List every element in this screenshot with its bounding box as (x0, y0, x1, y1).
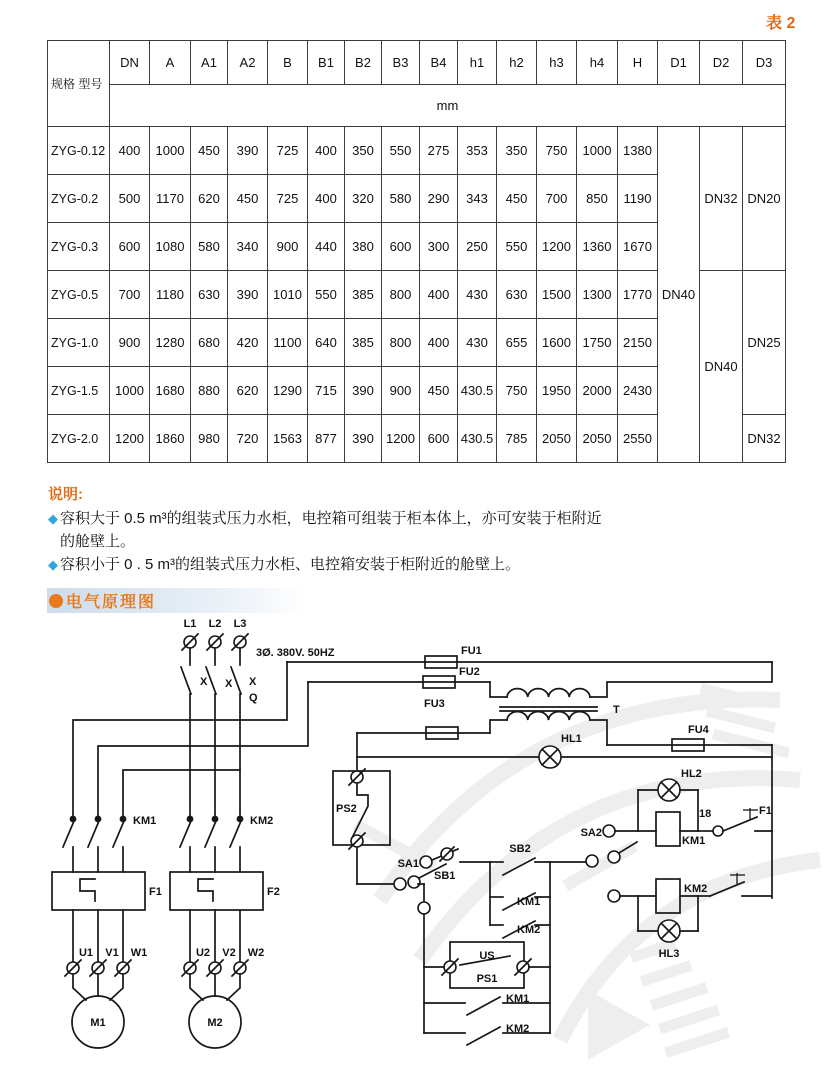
table-cell: 1000 (150, 127, 191, 175)
table-cell: 2430 (618, 367, 658, 415)
table-cell: 390 (228, 271, 268, 319)
diamond-bullet-icon: ◆ (48, 557, 58, 572)
table-cell-d3-merged: DN25 (743, 271, 786, 415)
label-l2: L2 (208, 618, 222, 630)
column-header: A (150, 41, 191, 85)
notes-section (48, 483, 798, 576)
table-cell: 385 (345, 271, 382, 319)
model-cell: ZYG-0.2 (48, 175, 110, 223)
note-line: 的舱壁上。 (60, 533, 136, 550)
label-w2: W2 (247, 947, 265, 959)
table-cell: 550 (382, 127, 420, 175)
model-cell: ZYG-0.12 (48, 127, 110, 175)
note-line: 容积大于 0.5 m³的组装式压力水柜，电控箱可组装于柜本体上，亦可安装于柜附近 (60, 510, 602, 527)
model-cell: ZYG-1.0 (48, 319, 110, 367)
label-m2: M2 (207, 1017, 223, 1029)
label-w1: W1 (130, 947, 148, 959)
table-caption: 表 2 (766, 15, 796, 32)
label-l1: L1 (183, 618, 197, 630)
table-cell: 600 (110, 223, 150, 271)
label-v2: V2 (222, 947, 236, 959)
table-cell: 630 (191, 271, 228, 319)
table-cell: 725 (268, 127, 308, 175)
table-cell: 250 (458, 223, 497, 271)
fuse-fu1 (287, 645, 772, 668)
circuit-diagram (0, 607, 830, 1067)
column-header: H (618, 41, 658, 85)
column-header: h4 (577, 41, 618, 85)
table-cell: 900 (382, 367, 420, 415)
label-km2-aux2: KM2 (506, 1023, 530, 1035)
table-cell: 550 (308, 271, 345, 319)
label-km2-main: KM2 (250, 815, 274, 827)
table-cell: 1860 (150, 415, 191, 463)
table-cell: 430.5 (458, 415, 497, 463)
column-header: B4 (420, 41, 458, 85)
model-cell: ZYG-2.0 (48, 415, 110, 463)
label-ps2: PS2 (336, 803, 357, 815)
table-cell: 1080 (150, 223, 191, 271)
label-hl2: HL2 (681, 768, 702, 780)
km1-main-contacts (63, 815, 156, 872)
table-cell: 440 (308, 223, 345, 271)
unit-cell: mm (110, 85, 786, 127)
unit-row (48, 85, 786, 127)
table-cell: 1280 (150, 319, 191, 367)
table-cell: 430 (458, 319, 497, 367)
phase-input-terminals (182, 618, 335, 659)
table-cell: 400 (308, 175, 345, 223)
table-cell: 1300 (577, 271, 618, 319)
table-cell: 1670 (618, 223, 658, 271)
table-cell: 1180 (150, 271, 191, 319)
table-cell: 725 (268, 175, 308, 223)
table-cell: 1190 (618, 175, 658, 223)
column-header: B3 (382, 41, 420, 85)
table-cell: 680 (191, 319, 228, 367)
column-header: A1 (191, 41, 228, 85)
table-cell: 550 (497, 223, 537, 271)
table-cell: 980 (191, 415, 228, 463)
table-cell: 390 (345, 415, 382, 463)
table-cell-d3-merged: DN32 (743, 415, 786, 463)
table-cell: 450 (497, 175, 537, 223)
motor-2-branch (182, 910, 264, 1048)
label-fu4: FU4 (688, 724, 709, 736)
table-cell: 343 (458, 175, 497, 223)
label-sa2: SA2 (580, 827, 602, 839)
note-item (48, 553, 798, 576)
table-cell: 1360 (577, 223, 618, 271)
column-header: h3 (537, 41, 577, 85)
row-header: 规格 型号 (48, 41, 110, 127)
column-header: B (268, 41, 308, 85)
label-km2-aux: KM2 (517, 924, 541, 936)
overload-relay-f2 (170, 872, 280, 910)
label-supply: 3Ø. 380V. 50HZ (256, 647, 335, 659)
table-cell: 850 (577, 175, 618, 223)
table-cell: 900 (268, 223, 308, 271)
section-title: 电气原理图 (66, 594, 157, 611)
table-cell: 700 (110, 271, 150, 319)
selector-sa2 (550, 825, 638, 902)
label-us: US (479, 950, 495, 962)
table-cell: 785 (497, 415, 537, 463)
table-cell-d2-merged: DN40 (700, 271, 743, 463)
label-fu1: FU1 (461, 645, 482, 657)
column-header: DN (110, 41, 150, 85)
table-cell: 1200 (537, 223, 577, 271)
column-header: h2 (497, 41, 537, 85)
table-row (48, 127, 786, 175)
column-header: D2 (700, 41, 743, 85)
column-header: D3 (743, 41, 786, 85)
table-cell-d3-merged: DN20 (743, 127, 786, 271)
table-cell: 877 (308, 415, 345, 463)
fuse-fu3 (357, 698, 490, 739)
label-u1: U1 (78, 947, 94, 959)
table-cell: 720 (228, 415, 268, 463)
table-cell: 640 (308, 319, 345, 367)
label-hl1: HL1 (561, 733, 582, 745)
table-cell: 1680 (150, 367, 191, 415)
table-cell: 900 (110, 319, 150, 367)
column-header: D1 (658, 41, 700, 85)
watermark (352, 683, 820, 1060)
table-cell: 1380 (618, 127, 658, 175)
circuit-breaker-q (181, 648, 258, 704)
table-cell: 600 (420, 415, 458, 463)
table-cell: 600 (382, 223, 420, 271)
table-cell: 430.5 (458, 367, 497, 415)
notes-title: 说明: (48, 486, 83, 503)
label-km1-aux2: KM1 (506, 993, 530, 1005)
table-header-row (48, 41, 786, 85)
table-cell: 1000 (110, 367, 150, 415)
table-cell: 450 (228, 175, 268, 223)
label-km1-aux: KM1 (517, 896, 541, 908)
model-cell: ZYG-0.5 (48, 271, 110, 319)
label-t: T (613, 704, 620, 716)
table-cell: 1563 (268, 415, 308, 463)
label-hl3: HL3 (658, 948, 680, 960)
label-sa1: SA1 (397, 858, 419, 870)
table-cell: 800 (382, 271, 420, 319)
label-ps1: PS1 (476, 973, 498, 985)
table-cell: 580 (382, 175, 420, 223)
table-cell: 320 (345, 175, 382, 223)
table-cell: 750 (537, 127, 577, 175)
motor-1-branch (65, 910, 147, 1048)
label-sb1: SB1 (434, 870, 456, 882)
table-cell: 400 (420, 271, 458, 319)
label-m1: M1 (90, 1017, 106, 1029)
table-cell: 300 (420, 223, 458, 271)
table-cell: 275 (420, 127, 458, 175)
table-cell: 385 (345, 319, 382, 367)
column-header: B1 (308, 41, 345, 85)
table-cell: 2050 (537, 415, 577, 463)
label-l3: L3 (233, 618, 247, 630)
table-cell: 620 (191, 175, 228, 223)
table-cell: 1600 (537, 319, 577, 367)
overload-relay-f1 (52, 872, 162, 910)
table-cell: 2050 (577, 415, 618, 463)
km2-main-contacts (180, 815, 273, 872)
table-cell: 390 (345, 367, 382, 415)
diamond-bullet-icon: ◆ (48, 511, 58, 526)
table-cell: 1200 (110, 415, 150, 463)
table-cell: 350 (497, 127, 537, 175)
table-cell: 1000 (577, 127, 618, 175)
table-cell: 1100 (268, 319, 308, 367)
table-cell: 390 (228, 127, 268, 175)
label-f1-nc: F1 (759, 805, 772, 817)
table-cell: 1500 (537, 271, 577, 319)
fuse-fu2 (308, 666, 490, 688)
dimension-table (47, 40, 786, 463)
note-item (48, 507, 798, 553)
table-cell: 340 (228, 223, 268, 271)
note-text: 容积小于 0 . 5 m³的组装式压力水柜、电控箱安装于柜附近的舱壁上。 (60, 556, 521, 573)
table-cell: 1770 (618, 271, 658, 319)
table-cell: 2550 (618, 415, 658, 463)
table-cell: 400 (420, 319, 458, 367)
table-cell: 700 (537, 175, 577, 223)
label-u2: U2 (195, 947, 211, 959)
label-f1: F1 (149, 886, 162, 898)
table-cell: 380 (345, 223, 382, 271)
section-bullet-icon (49, 594, 63, 608)
label-km1-main: KM1 (133, 815, 157, 827)
pressure-switch-ps1-block (418, 884, 550, 1045)
table-cell: 1950 (537, 367, 577, 415)
table-cell: 450 (420, 367, 458, 415)
pressure-switch-ps2 (333, 733, 390, 884)
table-cell: 1290 (268, 367, 308, 415)
table-cell: 2150 (618, 319, 658, 367)
label-q: Q (249, 692, 258, 704)
table-cell: 1170 (150, 175, 191, 223)
table-cell: 1010 (268, 271, 308, 319)
table-cell: 350 (345, 127, 382, 175)
column-header: A2 (228, 41, 268, 85)
table-cell: 400 (110, 127, 150, 175)
table-cell: 750 (497, 367, 537, 415)
label-x2: X (225, 678, 233, 690)
lamp-hl1 (357, 733, 772, 768)
label-sb2: SB2 (509, 843, 531, 855)
table-cell: 400 (308, 127, 345, 175)
table-cell: 500 (110, 175, 150, 223)
model-cell: ZYG-0.3 (48, 223, 110, 271)
column-header: h1 (458, 41, 497, 85)
label-f2: F2 (267, 886, 280, 898)
table-cell: 420 (228, 319, 268, 367)
model-cell: ZYG-1.5 (48, 367, 110, 415)
table-cell: 353 (458, 127, 497, 175)
column-header: B2 (345, 41, 382, 85)
table-cell: 1750 (577, 319, 618, 367)
table-cell: 655 (497, 319, 537, 367)
label-v1: V1 (105, 947, 119, 959)
table-cell: 715 (308, 367, 345, 415)
table-cell: 800 (382, 319, 420, 367)
label-fu3: FU3 (424, 698, 445, 710)
label-x1: X (200, 676, 208, 688)
table-cell: 1200 (382, 415, 420, 463)
label-km1-coil: KM1 (682, 835, 706, 847)
label-terminal-18: 18 (699, 808, 712, 820)
label-fu2: FU2 (459, 666, 480, 678)
power-bus-wiring (73, 662, 308, 817)
table-cell: 290 (420, 175, 458, 223)
table-cell: 2000 (577, 367, 618, 415)
note-text (60, 507, 602, 553)
label-km2-coil: KM2 (684, 883, 708, 895)
table-cell: 630 (497, 271, 537, 319)
table-cell: 880 (191, 367, 228, 415)
table-cell-d1-merged: DN40 (658, 127, 700, 463)
table-cell: 450 (191, 127, 228, 175)
table-cell: 620 (228, 367, 268, 415)
label-x3: X (249, 676, 257, 688)
table-cell-d2-merged: DN32 (700, 127, 743, 271)
table-cell: 430 (458, 271, 497, 319)
table-cell: 580 (191, 223, 228, 271)
